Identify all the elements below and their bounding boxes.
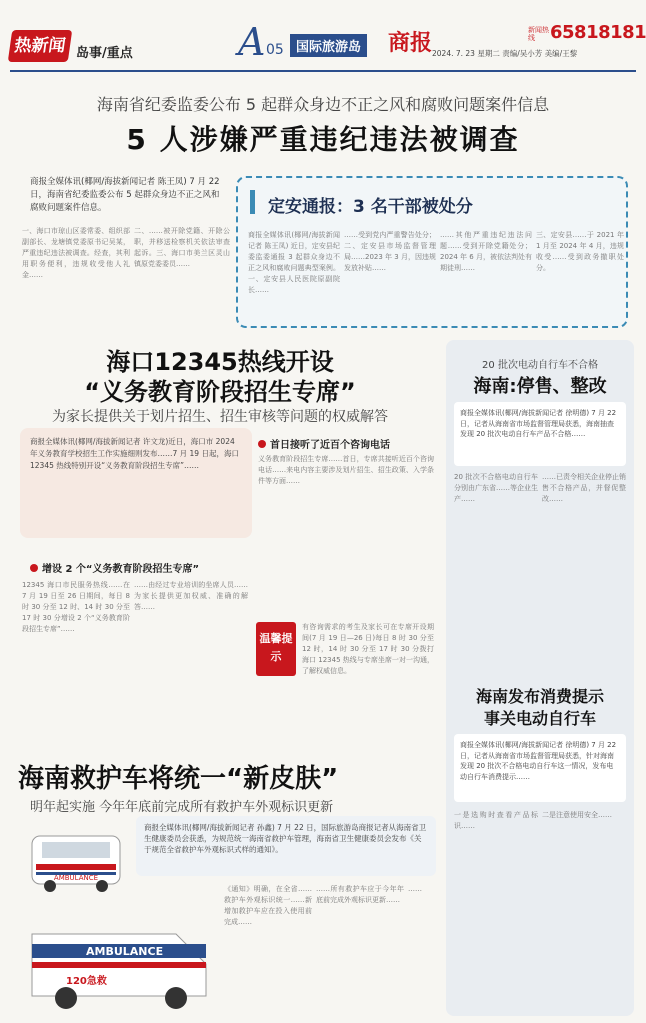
- section-tag-text: 首日接听了近百个咨询电话: [270, 440, 390, 451]
- dingan-column-1: 商报全媒体讯(椰网/海拔新闻记者 陈王凤) 近日，定安县纪委监委通报 3 起群众身边不正之风和腐败问题典型案例。一、定安县人民医院原副院长……: [248, 231, 340, 294]
- tip-text: 有咨询需求的考生及家长可在专席开设期间(7 月 19 日—26 日)每日 8 时 30 分至 12 时，14 时 30 分至 17 时 30 分拨打海口 12345 热线与专席坐席一对一沟通，了解权威信息。: [302, 623, 434, 675]
- section-label: 岛事/重点: [76, 46, 133, 61]
- consumer-tip-title-line1: 海南发布消费提示: [475, 687, 604, 706]
- page-letter: A: [238, 20, 266, 64]
- story2-column-2: ……由经过专业培训的坐席人员……为家长提供更加权威、准确的解答……: [134, 581, 248, 611]
- story2-column-1: 12345 海口市民服务热线……在 7 月 19 日至 26 日期间，每日 8 时 30 分至 12 时、14 时 30 分至 17 时 30 分增设 2 个“义务教育阶段招生专席”……: [22, 581, 130, 633]
- story1-column-2: 二、……被开除党籍、开除公职，并移送检察机关依法审查起诉。三、海口市美兰区灵山镇原党委委员……: [134, 227, 230, 268]
- header-divider: [10, 70, 636, 72]
- ebike-panel: [446, 340, 634, 1016]
- ebike-title: 海南:停售、整改: [473, 376, 607, 397]
- paper-script: 商报: [388, 30, 433, 56]
- story1-kicker: 海南省纪委监委公布 5 起群众身边不正之风和腐败问题案件信息: [96, 95, 550, 114]
- ambulance-side-label: AMBULANCE: [86, 945, 164, 958]
- story3-column-3: ……: [408, 885, 422, 893]
- ebike-kicker: 20 批次电动自行车不合格: [482, 360, 598, 371]
- section-tag-first-day: [258, 436, 390, 451]
- consumer-tip-lead: 商报全媒体讯(椰网/海拔新闻记者 徐明德) 7 月 22 日，记者从海南省市场监督管理局获悉，针对海南发现 20 批次不合格电动自行车这一情况，发布电动自行车消费提示……: [454, 734, 626, 802]
- story3-column-1: 《通知》明确，在全省……救护车外观标识统一……新增加救护车应在投入使用前完成……: [224, 885, 312, 926]
- ambulance-photo-rear: [26, 830, 126, 894]
- story2-subhead: 为家长提供关于划片招生、招生审核等问题的权威解答: [52, 409, 388, 425]
- dingan-title: 定安通报：3 名干部被处分: [268, 197, 473, 217]
- story1-column-1: 一、海口市琼山区委常委、组织部副部长、龙塘镇党委原书记吴某，严重违纪违法被调查。经查，其利用职务便利，违规收受他人礼金……: [22, 227, 130, 279]
- story2-right-column: 义务教育阶段招生专席……首日，专席共接听近百个咨询电话……来电内容主要涉及划片招生、招生政策、入学条件等方面……: [258, 455, 434, 485]
- ebike-column-1: 20 批次不合格电动自行车分别由广东省……等企业生产……: [454, 473, 538, 503]
- paper-name: 国际旅游岛: [290, 34, 367, 57]
- ebike-column-2: ……已责令相关企业停止销售不合格产品，并督促整改……: [542, 473, 626, 503]
- dingan-column-4: 三、定安县……于 2021 年 1 月至 2024 年 4 月，违规收受……受到政务撤职处分。: [536, 231, 624, 272]
- dingan-column-3: ……其他严重违纪违法问题……受到开除党籍处分；2024 年 6 月，被依法判处有期徒刑……: [440, 231, 532, 272]
- story1-headline: 5 人涉嫌严重违纪违法被调查: [126, 123, 520, 156]
- dingan-column-2: ……受到党内严重警告处分；二、定安县市场监督管理局……2023 年 3 月，因违规发放补贴……: [344, 231, 436, 272]
- dingan-sidebar: [236, 176, 628, 328]
- story2-lead: 商报全媒体讯(椰网/海拔新闻记者 许文龙)近日，海口市 2024 年义务教育学校招生工作实施细则发布……7 月 19 日起，海口 12345 热线特别开设“义务教育阶段招生专席”……: [20, 428, 252, 538]
- story2-headline-line2: “义务教育阶段招生专席”: [84, 378, 356, 406]
- page-header: [0, 0, 646, 70]
- hotline-number: 65818181: [550, 22, 646, 43]
- consumer-tip-column-2: 二是注意使用安全……: [542, 811, 612, 819]
- story3-lead: 商报全媒体讯(椰网/海拔新闻记者 孙鑫) 7 月 22 日，国际旅游岛商报记者从海南省卫生健康委员会获悉，为规范统一海南省救护车管理，海南省卫生健康委员会发布《关于规范全省救护车外观标识式样的通知》。: [136, 816, 436, 876]
- hotline-label: 新闻热线: [528, 26, 549, 42]
- story3-headline: 海南救护车将统一“新皮肤”: [18, 764, 339, 794]
- ambulance-photo-side: [26, 904, 216, 1014]
- bullet-icon: [258, 440, 266, 448]
- ambulance-label: AMBULANCE: [53, 874, 99, 882]
- bullet-icon: [30, 564, 38, 572]
- title-bar-accent: [250, 190, 255, 214]
- page-number: 05: [266, 42, 284, 58]
- story2-headline-line1: 海口12345热线开设: [106, 348, 334, 376]
- story1-lead: 商报全媒体讯(椰网/海拔新闻记者 陈王凤) 7 月 22 日，海南省纪委监委公布 5 起群众身边不正之风和腐败问题案件信息。: [30, 177, 220, 213]
- ambulance-120-label: 120急救: [66, 976, 107, 987]
- story3-subhead: 明年起实施 今年年底前完成所有救护车外观标识更新: [30, 800, 334, 815]
- logo: 热新闻: [8, 30, 72, 62]
- consumer-tip-title-line2: 事关电动自行车: [483, 709, 596, 728]
- section-tag-text: 增设 2 个“义务教育阶段招生专席”: [42, 564, 200, 575]
- ebike-lead: 商报全媒体讯(椰网/海拔新闻记者 徐明德) 7 月 22 日，记者从海南省市场监督管理局获悉，海南抽查发现 20 批次电动自行车产品不合格……: [454, 402, 626, 466]
- date-line: 2024. 7. 23 星期二 责编/吴小芳 美编/王黎: [432, 49, 578, 58]
- tip-label: 温馨提示: [256, 622, 296, 676]
- consumer-tip-column-1: 一是选购时查看产品标识……: [454, 811, 538, 830]
- section-tag-add-seats: [30, 560, 199, 575]
- story3-column-2: ……所有救护车应于今年年底前完成外观标识更新……: [316, 885, 404, 904]
